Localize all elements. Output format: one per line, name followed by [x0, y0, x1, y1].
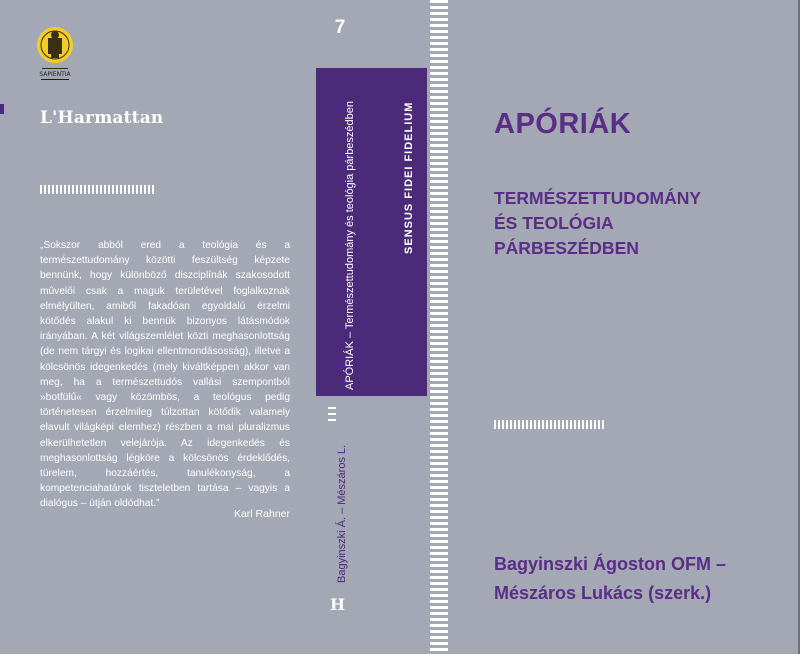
seal-label: SAPIENTIA — [39, 71, 71, 78]
book-title: APÓRIÁK — [494, 108, 632, 140]
spine-publisher-logo: H — [330, 595, 346, 614]
spine-dash-ladder — [430, 0, 448, 654]
subtitle-line: PÁRBESZÉDBEN — [494, 238, 639, 258]
spine-mini-bar — [328, 413, 336, 415]
book-subtitle — [494, 186, 701, 261]
back-quote: „Sokszor abból ered a teológia és a természettudomány közötti feszültség képzete bennünk, hogy különböző diszciplínák szakosodott művelői csak a maguk területével foglalkoznak elmélyülten, amiből fakadóan egyoldalú érzelmi kötődés alakul ki bennük bizonyos látásmódok irányában. A két világszemlélet közti meghasonlottság (de nem tárgyi és logikai ellentmondásosság), illetve a kölcsönös idegenkedés (mely kiváltképpen akkor van meg, ha a természettudós vallási szempontból »botfülű« vagy közömbös, a teológus pedig történetesen érzelmileg túlzottan kötődik valamely elavult világképi elemhez) részben a mai pluralizmus elkerülhetetlen velejárója. Az idegenkedés és meghasonlottság légköre a kölcsönös érdeklődés, türelem, hozzáértés, tanulékonyság, a kompetenciahatárok tiszteletben tartása – vagyis a dialógus – útján oldódhat.” — [40, 240, 290, 510]
subtitle-line: ÉS TEOLÓGIA — [494, 213, 614, 233]
sapientia-seal-logo — [34, 24, 76, 84]
publisher-logo: L'Harmattan — [40, 108, 164, 128]
purple-marker — [0, 104, 4, 114]
decorative-dash-bar — [40, 185, 154, 194]
author-line: Bagyinszki Ágoston OFM – — [494, 554, 727, 574]
back-cover — [0, 0, 300, 654]
quote-author: Karl Rahner — [233, 508, 290, 520]
book-authors — [494, 550, 726, 608]
decorative-dash-bar — [494, 420, 606, 429]
series-name: SENSUS FIDEI FIDELIUM — [403, 101, 415, 254]
spine-mini-bar — [328, 407, 336, 409]
spine-title: APÓRIÁK – Természettudomány és teológia párbeszédben — [344, 100, 356, 390]
author-line: Mészáros Lukács (szerk.) — [494, 583, 712, 603]
subtitle-line: TERMÉSZETTUDOMÁNY — [494, 188, 702, 208]
spine-mini-bar — [328, 419, 336, 421]
volume-number: 7 — [334, 17, 346, 38]
spine-authors: Bagyinszki Á. – Mészáros L. — [336, 444, 348, 583]
